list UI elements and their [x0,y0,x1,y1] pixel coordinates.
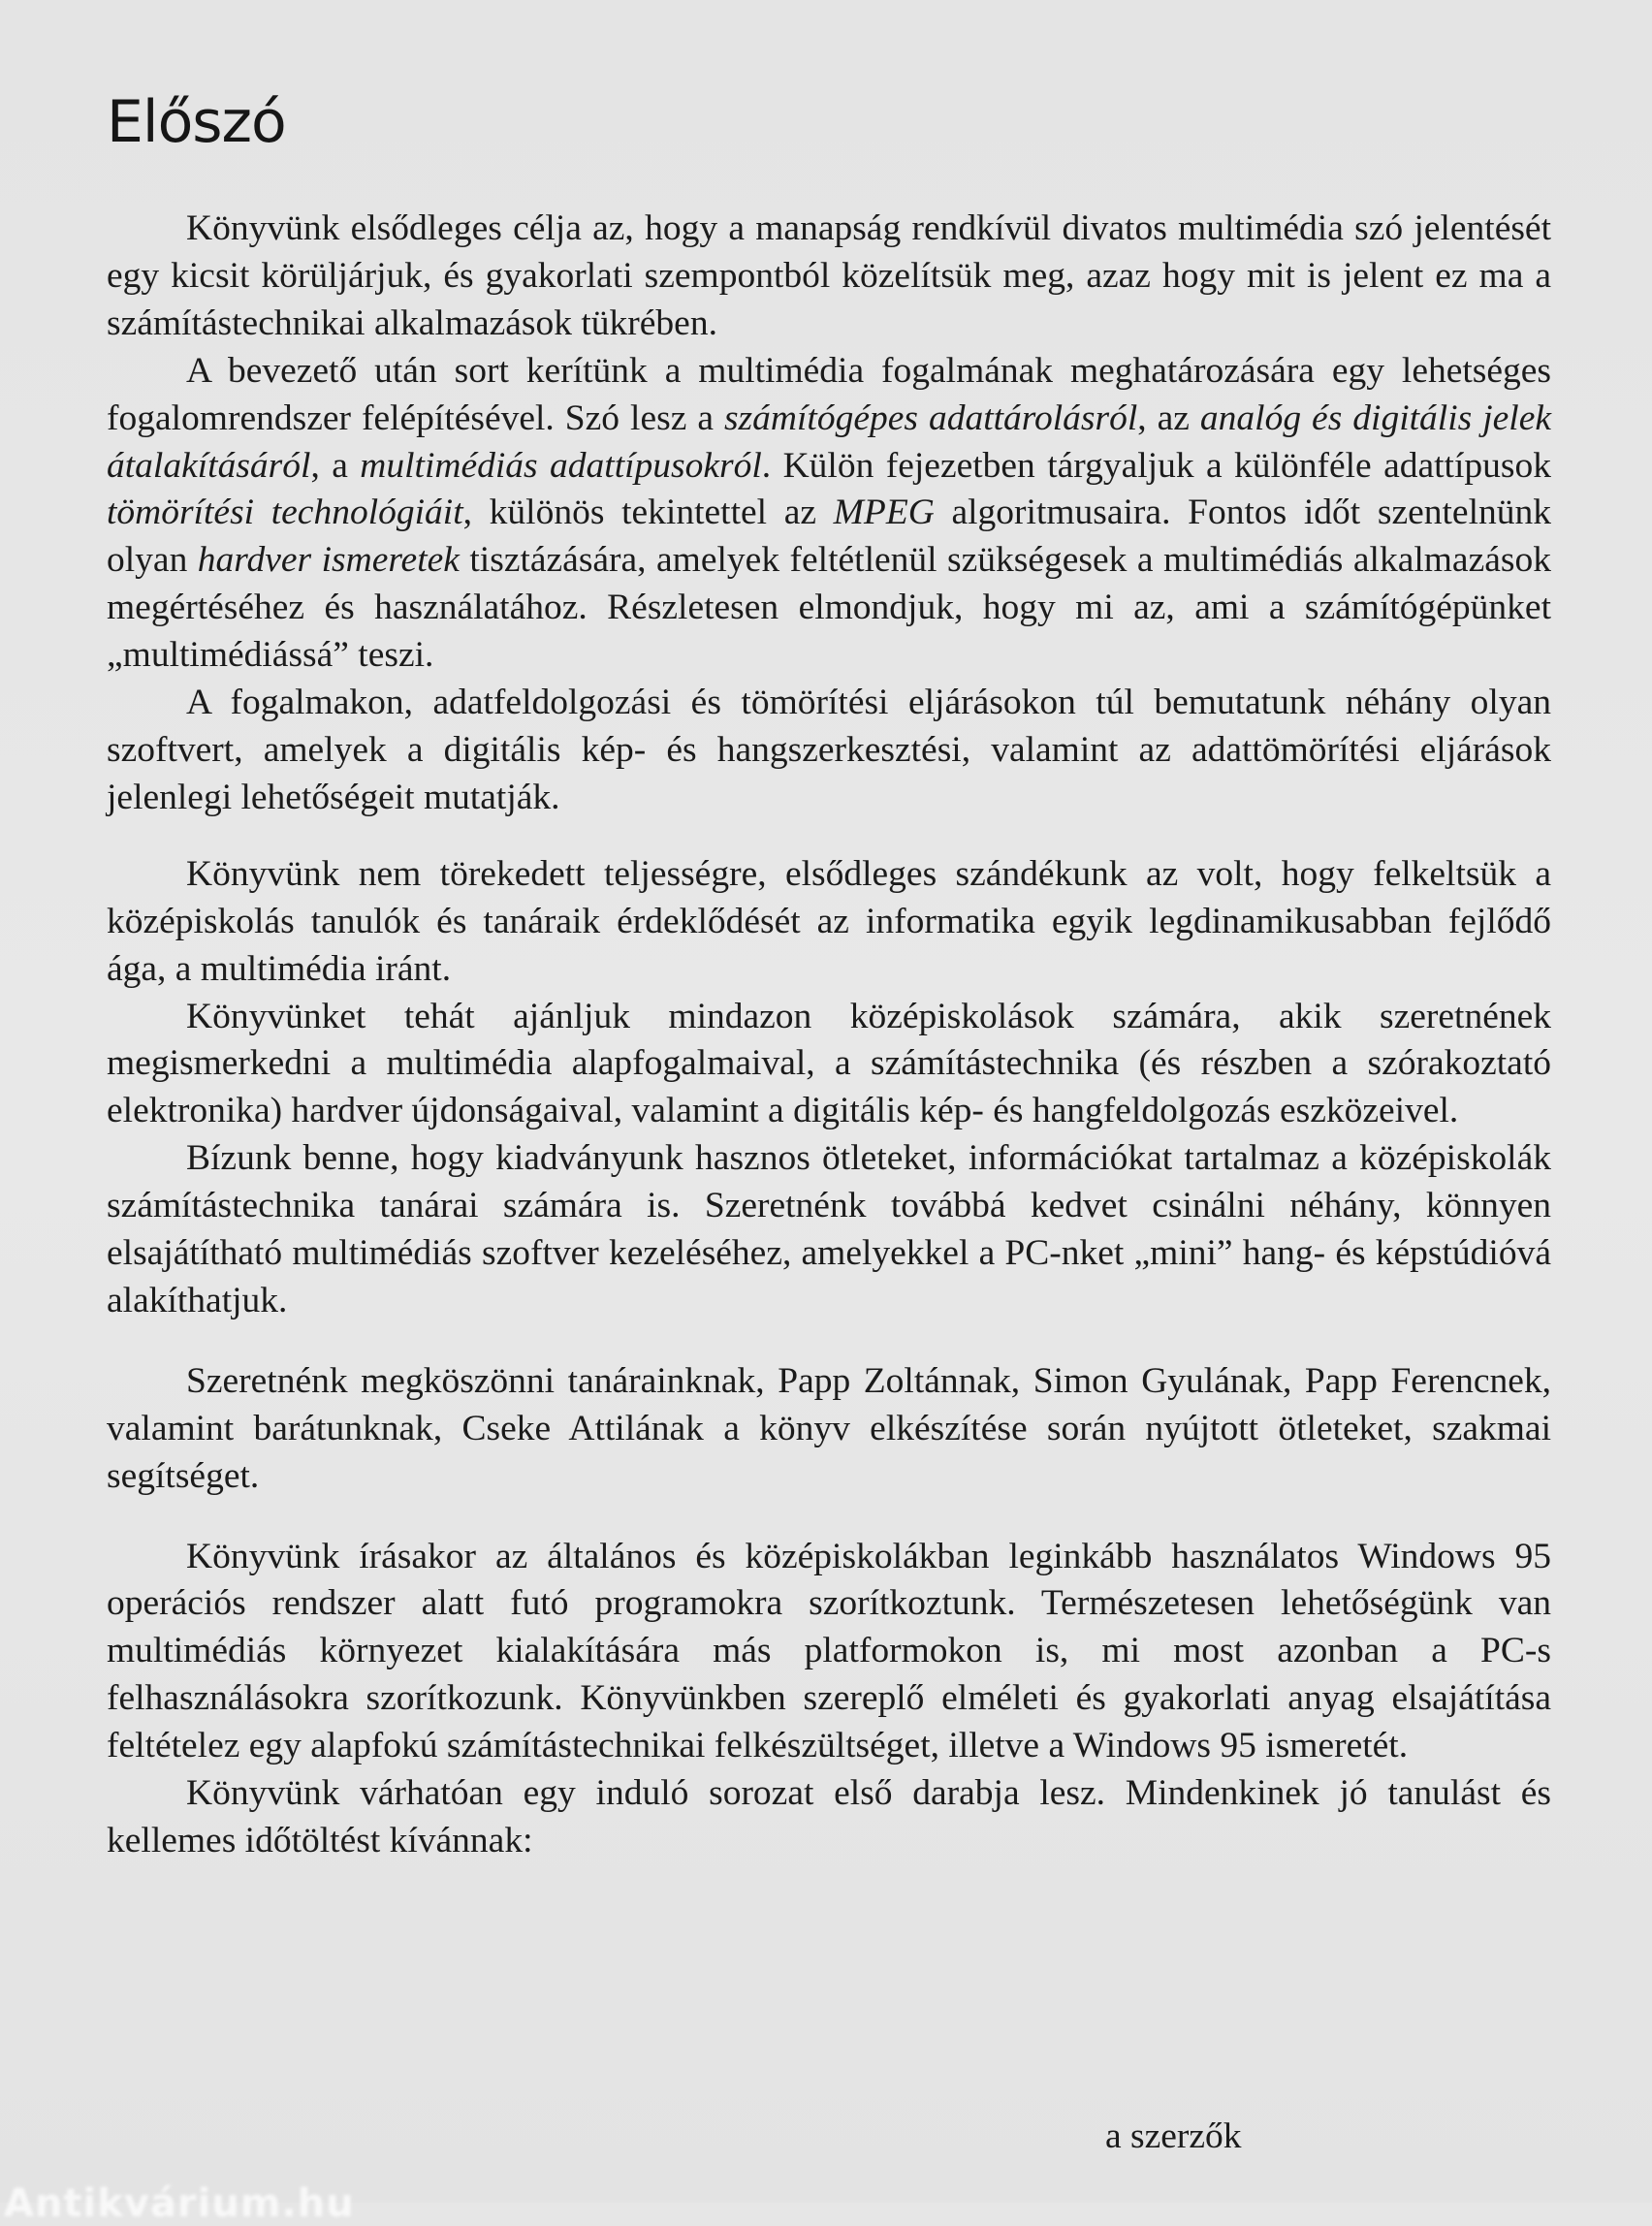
text-run: Könyvünk várhatóan egy induló sorozat első darabja lesz. Mindenkinek jó tanulást és kellemes időtöltést kívánnak: [107,1773,1551,1860]
emphasized-term: tömörítési technológiáit [107,493,463,533]
signature: a szerzők [1105,2116,1242,2156]
page-title: Előszó [107,88,286,156]
emphasized-term: multimédiás adattípusokról [360,445,762,486]
text-run: , különös tekintettel az [462,493,834,533]
paragraph [107,680,1551,822]
preface-body [107,206,1551,1865]
text-run: Szeretnénk megköszönni tanárainknak, Papp Zoltánnak, Simon Gyulának, Papp Ferencnek, valamint barátunknak, Cseke Attilának a könyv elkészítése során nyújtott ötleteket, szakmai segítséget. [107,1360,1551,1496]
text-run: A fogalmakon, adatfeldolgozási és tömörítési eljárásokon túl bemutatunk néhány olyan szoftvert, amelyek a digitális kép- és hangszerkesztési, valamint az adattömörítési eljárások jelenlegi lehetőségeit mutatják. [107,683,1551,817]
paragraph [107,1534,1551,1771]
text-run: Könyvünk írásakor az általános és középiskolákban leginkább használatos Windows 95 operációs rendszer alatt futó programokra szorítkoztunk. Természetesen lehetőségünk van multimédiás környezet kialakítására más platformokon is, mi most azonban a PC-s felhasználásokra szorítkozunk. Könyvünkben szereplő elméleti és gyakorlati anyag elsajátítása feltételez egy alapfokú számítástechnikai felkészültséget, illetve a Windows 95 ismeretét. [107,1536,1551,1766]
text-run: Könyvünket tehát ajánljuk mindazon középiskolások számára, akik szeretnének megismerkedni a multimédia alapfogalmaival, a számítástechnika (és részben a szórakoztató elektronika) hardver újdonságaival, valamint a digitális kép- és hangfeldolgozás eszközeivel. [107,996,1551,1131]
emphasized-term: hardver ismeretek [197,540,460,581]
paragraph [107,348,1551,680]
text-run: A bevezető után sort kerítünk a multimédia fogalmának meghatározására egy lehetséges fogalomrendszer felépítésével. Szó lesz a [107,350,1551,438]
text-run: algoritmusaira. Fontos időt szentelnünk olyan [107,493,1551,581]
text-run: tisztázására, amelyek feltétlenül szükségesek a multimédiás alkalmazások megértéséhez és használatához. Részletesen elmondjuk, hogy mi az, ami a számítógépünket „multimédiássá” teszi. [107,540,1551,676]
emphasized-term: MPEG [833,493,935,533]
paragraph [107,1135,1551,1325]
text-run: Könyvünk elsődleges célja az, hogy a manapság rendkívül divatos multimédia szó jelentését egy kicsit körüljárjuk, és gyakorlati szempontból közelítsük meg, azaz hogy mit is jelent ez ma a számítástechnikai alkalmazások tükrében. [107,208,1551,343]
text-run: Könyvünk nem törekedett teljességre, elsődleges szándékunk az volt, hogy felkeltsük a középiskolás tanulók és tanáraik érdeklődését az informatika egyik legdinamikusabban fejlődő ága, a multimédia iránt. [107,853,1551,989]
paragraph [107,1770,1551,1865]
text-run: , az [1137,398,1200,438]
paragraph [107,206,1551,348]
text-run: , a [310,445,361,486]
emphasized-term: analóg és digitális jelek átalakításáról [107,398,1551,486]
text-run: Bízunk benne, hogy kiadványunk hasznos ötleteket, információkat tartalmaz a középiskolák számítástechnika tanárai számára is. Szeretnénk továbbá kedvet csinálni néhány, könnyen elsajátítható multimédiás szoftver kezeléséhez, amelyekkel a PC-nket „mini” hang- és képstúdióvá alakíthatjuk. [107,1138,1551,1320]
paragraph [107,1358,1551,1501]
text-run: . Külön fejezetben tárgyaljuk a különféle adattípusok [761,445,1551,486]
emphasized-term: számítógépes adattárolásról [723,398,1138,438]
paragraph [107,851,1551,994]
paragraph [107,994,1551,1136]
watermark: Antikvárium.hu [4,2181,355,2226]
